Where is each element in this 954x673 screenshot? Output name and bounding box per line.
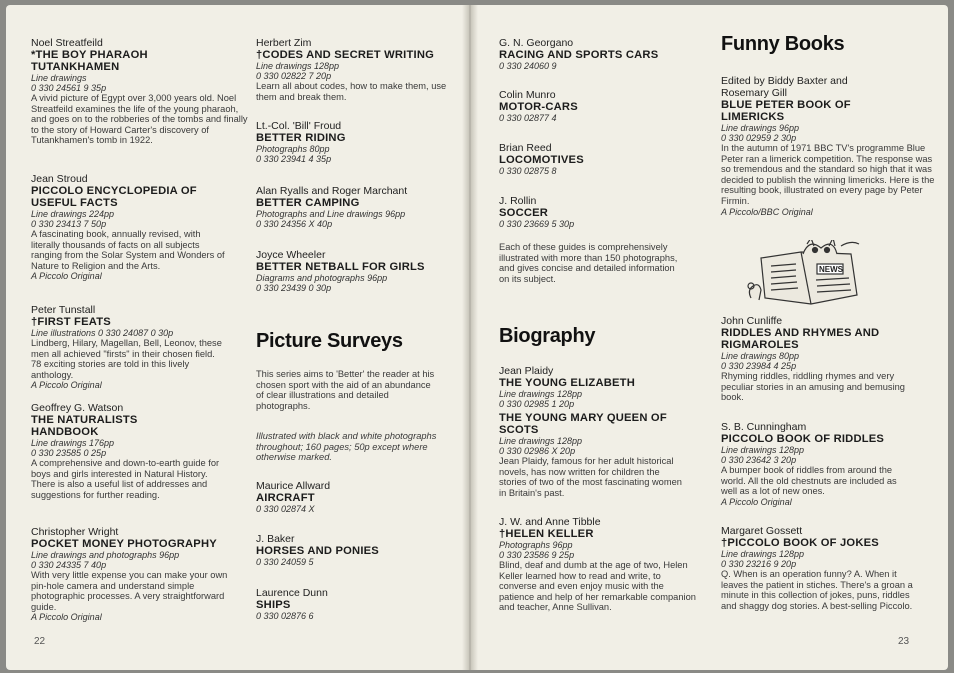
book-title: PICCOLO ENCYCLOPEDIA OF USEFUL FACTS [31, 185, 197, 209]
book-code: 0 330 23439 0 30p [256, 283, 332, 293]
book-description: Blind, deaf and dumb at the age of two, Helen Keller learned how to read and write, to converse and even enjoy music with the patience and help of her remarkable companion and teacher, Anne Sullivan. [499, 560, 696, 613]
book-title: MOTOR-CARS [499, 101, 578, 113]
book-code: 0 330 23585 0 25p [31, 448, 107, 458]
book-description: A fascinating book, annually revised, with literally thousands of facts on all subjects ranging from the Solar System and Wonders of Nature to Religion and the Arts. [31, 229, 225, 271]
book-code: 0 330 23413 7 50p [31, 219, 107, 229]
book-title: THE YOUNG ELIZABETH [499, 377, 635, 389]
book-code: 0 330 23669 5 30p [499, 219, 575, 229]
book-code: 0 330 23642 3 20p [721, 455, 797, 465]
book-description: In the autumn of 1971 BBC TV's programme Blue Peter ran a limerick competition. The response was so tremendous and the standard so high that it was decided to publish the winning limericks. Here is the resulting book, illustrated on every page by Peter Firmin. [721, 143, 935, 206]
book-meta: Line drawings 128pp [499, 436, 583, 446]
book-code: 0 330 23216 9 20p [721, 559, 797, 569]
book-code: 0 330 02874 X [256, 504, 315, 514]
book-description: Lindberg, Hilary, Magellan, Bell, Leonov, these men all achieved "firsts" in their chosen field. 78 exciting stories are told in this lively anthology. [31, 338, 222, 380]
book-code: 0 330 02985 1 20p [499, 399, 575, 409]
book-title: BETTER RIDING [256, 132, 346, 144]
book-entry [721, 525, 919, 611]
author: Jean Plaidy [499, 365, 554, 377]
book-title: PICCOLO BOOK OF RIDDLES [721, 433, 885, 445]
book-title: †HELEN KELLER [499, 528, 594, 540]
book-entry [256, 37, 451, 102]
book-gutter [462, 5, 478, 670]
author: Noel Streatfeild [31, 37, 103, 49]
book-meta: Line illustrations 0 330 24087 0 30p [31, 328, 174, 338]
book-entry [499, 365, 635, 409]
book-meta: Line drawings [31, 73, 87, 83]
cat-reading-newspaper-illustration [741, 240, 871, 310]
book-entry [31, 173, 226, 281]
book-description: A bumper book of riddles from around the world. All the old chestnuts are included as well as a lot of new ones. [721, 465, 897, 497]
book-title: †CODES AND SECRET WRITING [256, 49, 435, 61]
author: Edited by Biddy Baxter and Rosemary Gill [721, 75, 848, 99]
author: J. Baker [256, 533, 295, 545]
book-code: 0 330 23984 4 25p [721, 361, 797, 371]
book-code: 0 330 02875 8 [499, 166, 557, 176]
book-meta: Line drawings 128pp [721, 445, 805, 455]
original-label: A Piccolo Original [31, 380, 102, 391]
book-entry [721, 315, 921, 403]
author: Maurice Allward [256, 480, 331, 492]
guides-note: Each of these guides is comprehensively illustrated with more than 150 photographs, and gives concise and detailed information on its subject. [499, 242, 678, 284]
author: Margaret Gossett [721, 525, 803, 537]
section-heading-funny-books: Funny Books [721, 33, 845, 55]
book-meta: Photographs 96pp [499, 540, 573, 550]
page-number-left: 22 [34, 636, 46, 647]
book-entry [31, 304, 226, 390]
book-entry [499, 89, 578, 123]
book-title: LOCOMOTIVES [499, 154, 584, 166]
original-label: A Piccolo Original [31, 271, 102, 282]
book-code: 0 330 02822 7 20p [256, 71, 332, 81]
book-meta: Line drawings 80pp [721, 351, 800, 361]
book-meta: Photographs and Line drawings 96pp [256, 209, 406, 219]
book-entry [256, 185, 407, 229]
author: G. N. Georgano [499, 37, 574, 49]
book-title: SHIPS [256, 599, 291, 611]
book-entry [31, 37, 249, 146]
original-label: A Piccolo Original [31, 612, 102, 623]
author: Joyce Wheeler [256, 249, 326, 261]
book-entry [31, 402, 226, 500]
book-code: 0 330 24561 9 35p [31, 83, 107, 93]
book-code: 0 330 24356 X 40p [256, 219, 333, 229]
author: Laurence Dunn [256, 587, 328, 599]
book-description: A comprehensive and down-to-earth guide for boys and girls interested in Natural History. There is also a useful list of addresses and suggestions for further reading. [31, 458, 220, 500]
original-label: A Piccolo/BBC Original [721, 206, 813, 217]
author: Herbert Zim [256, 37, 312, 49]
book-title: BLUE PETER BOOK OF LIMERICKS [721, 99, 851, 123]
author: Geoffrey G. Watson [31, 402, 124, 414]
section-heading-biography: Biography [499, 325, 596, 347]
book-title: HORSES AND PONIES [256, 545, 379, 557]
book-entry [256, 120, 346, 164]
book-title: RACING AND SPORTS CARS [499, 49, 659, 61]
book-title: AIRCRAFT [256, 492, 315, 504]
book-description: Q. When is an operation funny? A. When it leaves the patient in stiches. There's a groan a minute in this collection of jokes, puns, riddles and shaggy dog stories. A best-selling Piccolo. [721, 569, 913, 611]
author: J. Rollin [499, 195, 537, 207]
book-code: 0 330 23586 9 25p [499, 550, 575, 560]
book-entry [256, 249, 425, 293]
book-entry [721, 75, 936, 217]
book-entry [499, 142, 584, 176]
book-entry [256, 533, 379, 567]
book-meta: Line drawings 96pp [721, 123, 800, 133]
author: Jean Stroud [31, 173, 88, 185]
author: Brian Reed [499, 142, 552, 154]
book-entry [499, 516, 697, 613]
section-heading-picture-surveys: Picture Surveys [256, 330, 403, 352]
book-entry [721, 421, 906, 507]
author: Peter Tunstall [31, 304, 96, 316]
book-title: SOCCER [499, 207, 549, 219]
book-entry [499, 195, 574, 229]
book-entry [256, 480, 330, 514]
book-entry [499, 37, 658, 71]
book-code: 0 330 02876 6 [256, 611, 314, 621]
book-meta: Line drawings 128pp [499, 389, 583, 399]
book-entry [499, 412, 684, 498]
book-description: Rhyming riddles, riddling rhymes and very peculiar stories in an amusing and bemusing book. [721, 371, 905, 403]
book-meta: Line drawings 224pp [31, 209, 115, 219]
book-description: With very little expense you can make your own pin-hole camera and understand simple photographic processes. A very straightforward guide. [31, 570, 228, 612]
book-meta: Photographs 80pp [256, 144, 330, 154]
book-entry [31, 526, 231, 622]
author: John Cunliffe [721, 315, 783, 327]
book-code: 0 330 02986 X 20p [499, 446, 576, 456]
book-meta: Line drawings 128pp [256, 61, 340, 71]
author: J. W. and Anne Tibble [499, 516, 601, 528]
book-title: THE NATURALISTS HANDBOOK [31, 414, 138, 438]
book-title: †PICCOLO BOOK OF JOKES [721, 537, 879, 549]
book-title: BETTER CAMPING [256, 197, 360, 209]
book-title: RIDDLES AND RHYMES AND RIGMAROLES [721, 327, 880, 351]
book-entry [256, 587, 328, 621]
book-code: 0 330 24060 9 [499, 61, 557, 71]
book-title: BETTER NETBALL FOR GIRLS [256, 261, 425, 273]
page-number-right: 23 [898, 636, 910, 647]
book-code: 0 330 02959 2 30p [721, 133, 797, 143]
book-meta: Line drawings 176pp [31, 438, 115, 448]
book-title: POCKET MONEY PHOTOGRAPHY [31, 538, 217, 550]
book-description: Learn all about codes, how to make them, use them and break them. [256, 81, 447, 102]
book-code: 0 330 23941 4 35p [256, 154, 332, 164]
author: S. B. Cunningham [721, 421, 807, 433]
book-meta: Line drawings and photographs 96pp [31, 550, 180, 560]
book-code: 0 330 02877 4 [499, 113, 557, 123]
author: Christopher Wright [31, 526, 119, 538]
book-code: 0 330 24059 5 [256, 557, 314, 567]
book-meta: Line drawings 128pp [721, 549, 805, 559]
book-title: †FIRST FEATS [31, 316, 111, 328]
author: Colin Munro [499, 89, 556, 101]
section-note: Illustrated with black and white photographs throughout; 160 pages; 50p except where otherwise marked. [256, 431, 437, 463]
book-meta: Diagrams and photographs 96pp [256, 273, 388, 283]
book-title: THE YOUNG MARY QUEEN OF SCOTS [499, 412, 667, 436]
original-label: A Piccolo Original [721, 496, 792, 507]
book-description: Jean Plaidy, famous for her adult historical novels, has now written for children the stories of two of the most fascinating women in Britain's past. [499, 456, 682, 498]
book-title: *THE BOY PHARAOH TUTANKHAMEN [31, 49, 148, 73]
author: Lt.-Col. 'Bill' Froud [256, 120, 342, 132]
book-code: 0 330 24335 7 40p [31, 560, 107, 570]
book-description: A vivid picture of Egypt over 3,000 years old. Noel Streatfeild examines the life of the young pharaoh, and goes on to the robberies of the tombs and finally to the story of Howard Carter's discovery of Tutankhamen's tomb in 1922. [31, 93, 248, 146]
author: Alan Ryalls and Roger Marchant [256, 185, 408, 197]
section-intro: This series aims to 'Better' the reader at his chosen sport with the aid of an abundance of clear illustrations and detailed photographs. [256, 369, 435, 411]
newspaper-label: NEWS [819, 265, 843, 274]
